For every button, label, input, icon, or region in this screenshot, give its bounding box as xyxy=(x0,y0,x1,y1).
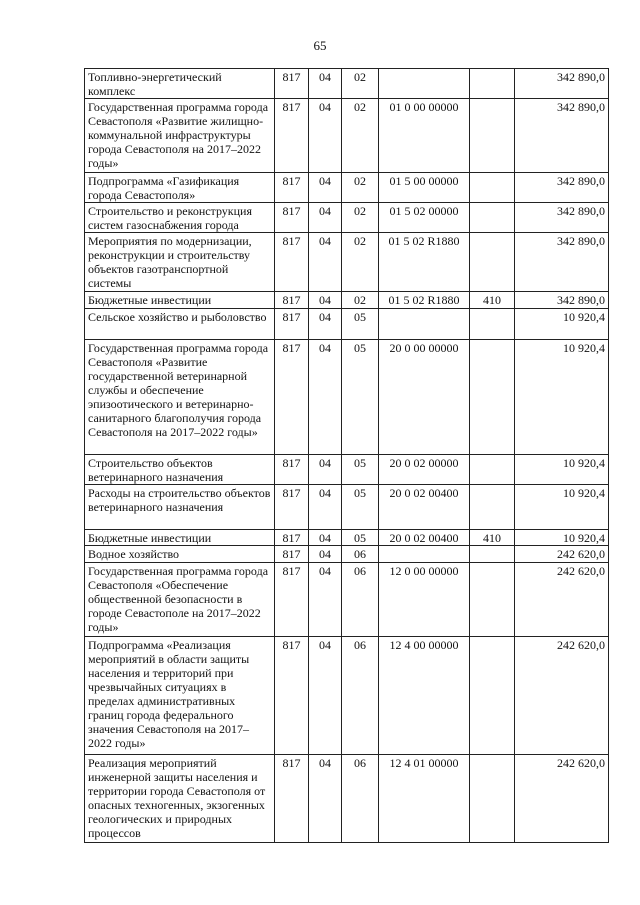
row-name: Строительство объектов ветеринарного назначения xyxy=(85,455,275,485)
target-code: 01 5 02 00000 xyxy=(379,203,470,233)
expense-type-code xyxy=(470,563,515,637)
section-code: 04 xyxy=(309,203,342,233)
table-row xyxy=(85,546,609,563)
expense-type-code xyxy=(470,485,515,530)
row-name: Подпрограмма «Реализация мероприятий в области защиты населения и территорий при чрезвычайных ситуациях в пределах административных границ города федерального значения Севастополя на 2017–2022 годы» xyxy=(85,637,275,755)
expense-type-code: 410 xyxy=(470,530,515,546)
expense-type-code xyxy=(470,455,515,485)
subsection-code: 02 xyxy=(342,69,379,99)
row-name: Государственная программа города Севастополя «Развитие государственной ветеринарной службы и обеспечение эпизоотического и ветеринарно-санитарного благополучия города Севастополя на 2017–2022 годы» xyxy=(85,340,275,455)
row-name: Реализация мероприятий инженерной защиты населения и территории города Севастополя от опасных техногенных, экзогенных геологических и природных процессов xyxy=(85,755,275,843)
ministry-code: 817 xyxy=(275,546,309,563)
row-name: Мероприятия по модернизации, реконструкции и строительству объектов газотранспортной системы xyxy=(85,233,275,292)
row-name: Подпрограмма «Газификация города Севастополя» xyxy=(85,173,275,203)
table-row xyxy=(85,99,609,173)
table-row xyxy=(85,340,609,455)
section-code: 04 xyxy=(309,563,342,637)
expense-type-code xyxy=(470,233,515,292)
amount: 242 620,0 xyxy=(515,755,609,843)
table-row xyxy=(85,173,609,203)
subsection-code: 05 xyxy=(342,530,379,546)
ministry-code: 817 xyxy=(275,455,309,485)
expense-type-code xyxy=(470,340,515,455)
section-code: 04 xyxy=(309,233,342,292)
section-code: 04 xyxy=(309,485,342,530)
ministry-code: 817 xyxy=(275,292,309,309)
budget-table xyxy=(84,68,609,843)
section-code: 04 xyxy=(309,755,342,843)
target-code: 12 4 01 00000 xyxy=(379,755,470,843)
amount: 242 620,0 xyxy=(515,563,609,637)
amount: 10 920,4 xyxy=(515,485,609,530)
subsection-code: 06 xyxy=(342,637,379,755)
target-code xyxy=(379,546,470,563)
target-code: 12 4 00 00000 xyxy=(379,637,470,755)
target-code: 12 0 00 00000 xyxy=(379,563,470,637)
ministry-code: 817 xyxy=(275,530,309,546)
section-code: 04 xyxy=(309,637,342,755)
table-row xyxy=(85,563,609,637)
expense-type-code xyxy=(470,546,515,563)
subsection-code: 06 xyxy=(342,546,379,563)
amount: 242 620,0 xyxy=(515,637,609,755)
ministry-code: 817 xyxy=(275,340,309,455)
table-row xyxy=(85,485,609,530)
target-code: 20 0 02 00400 xyxy=(379,530,470,546)
amount: 342 890,0 xyxy=(515,292,609,309)
row-name: Государственная программа города Севастополя «Обеспечение общественной безопасности в городе Севастополе на 2017–2022 годы» xyxy=(85,563,275,637)
ministry-code: 817 xyxy=(275,637,309,755)
target-code: 01 0 00 00000 xyxy=(379,99,470,173)
table-row xyxy=(85,233,609,292)
ministry-code: 817 xyxy=(275,233,309,292)
row-name: Бюджетные инвестиции xyxy=(85,530,275,546)
row-name: Расходы на строительство объектов ветеринарного назначения xyxy=(85,485,275,530)
ministry-code: 817 xyxy=(275,563,309,637)
row-name: Государственная программа города Севастополя «Развитие жилищно-коммунальной инфраструктуры города Севастополя на 2017–2022 годы» xyxy=(85,99,275,173)
amount: 342 890,0 xyxy=(515,99,609,173)
amount: 242 620,0 xyxy=(515,546,609,563)
table-row xyxy=(85,309,609,340)
row-name: Топливно-энергетический комплекс xyxy=(85,69,275,99)
expense-type-code xyxy=(470,69,515,99)
table-row xyxy=(85,637,609,755)
subsection-code: 02 xyxy=(342,99,379,173)
target-code: 01 5 02 R1880 xyxy=(379,292,470,309)
section-code: 04 xyxy=(309,546,342,563)
ministry-code: 817 xyxy=(275,173,309,203)
target-code: 20 0 00 00000 xyxy=(379,340,470,455)
subsection-code: 06 xyxy=(342,755,379,843)
row-name: Строительство и реконструкция систем газоснабжения города xyxy=(85,203,275,233)
amount: 342 890,0 xyxy=(515,69,609,99)
ministry-code: 817 xyxy=(275,485,309,530)
target-code: 20 0 02 00400 xyxy=(379,485,470,530)
ministry-code: 817 xyxy=(275,69,309,99)
ministry-code: 817 xyxy=(275,203,309,233)
subsection-code: 02 xyxy=(342,233,379,292)
amount: 10 920,4 xyxy=(515,455,609,485)
amount: 342 890,0 xyxy=(515,233,609,292)
expense-type-code xyxy=(470,637,515,755)
subsection-code: 05 xyxy=(342,309,379,340)
expense-type-code xyxy=(470,755,515,843)
section-code: 04 xyxy=(309,99,342,173)
target-code xyxy=(379,309,470,340)
subsection-code: 02 xyxy=(342,292,379,309)
table-row xyxy=(85,530,609,546)
expense-type-code xyxy=(470,99,515,173)
table-row xyxy=(85,755,609,843)
section-code: 04 xyxy=(309,69,342,99)
table-row xyxy=(85,455,609,485)
ministry-code: 817 xyxy=(275,309,309,340)
subsection-code: 02 xyxy=(342,173,379,203)
subsection-code: 05 xyxy=(342,455,379,485)
row-name: Сельское хозяйство и рыболовство xyxy=(85,309,275,340)
amount: 10 920,4 xyxy=(515,309,609,340)
subsection-code: 06 xyxy=(342,563,379,637)
table-row xyxy=(85,203,609,233)
page-number: 65 xyxy=(313,38,327,53)
expense-type-code xyxy=(470,309,515,340)
target-code: 01 5 02 R1880 xyxy=(379,233,470,292)
amount: 342 890,0 xyxy=(515,203,609,233)
amount: 10 920,4 xyxy=(515,340,609,455)
section-code: 04 xyxy=(309,530,342,546)
row-name: Бюджетные инвестиции xyxy=(85,292,275,309)
section-code: 04 xyxy=(309,340,342,455)
amount: 10 920,4 xyxy=(515,530,609,546)
subsection-code: 05 xyxy=(342,340,379,455)
ministry-code: 817 xyxy=(275,755,309,843)
subsection-code: 02 xyxy=(342,203,379,233)
row-name: Водное хозяйство xyxy=(85,546,275,563)
table-row xyxy=(85,69,609,99)
target-code: 01 5 00 00000 xyxy=(379,173,470,203)
section-code: 04 xyxy=(309,309,342,340)
section-code: 04 xyxy=(309,292,342,309)
target-code: 20 0 02 00000 xyxy=(379,455,470,485)
expense-type-code xyxy=(470,203,515,233)
ministry-code: 817 xyxy=(275,99,309,173)
section-code: 04 xyxy=(309,455,342,485)
target-code xyxy=(379,69,470,99)
section-code: 04 xyxy=(309,173,342,203)
amount: 342 890,0 xyxy=(515,173,609,203)
expense-type-code xyxy=(470,173,515,203)
subsection-code: 05 xyxy=(342,485,379,530)
table-row xyxy=(85,292,609,309)
expense-type-code: 410 xyxy=(470,292,515,309)
